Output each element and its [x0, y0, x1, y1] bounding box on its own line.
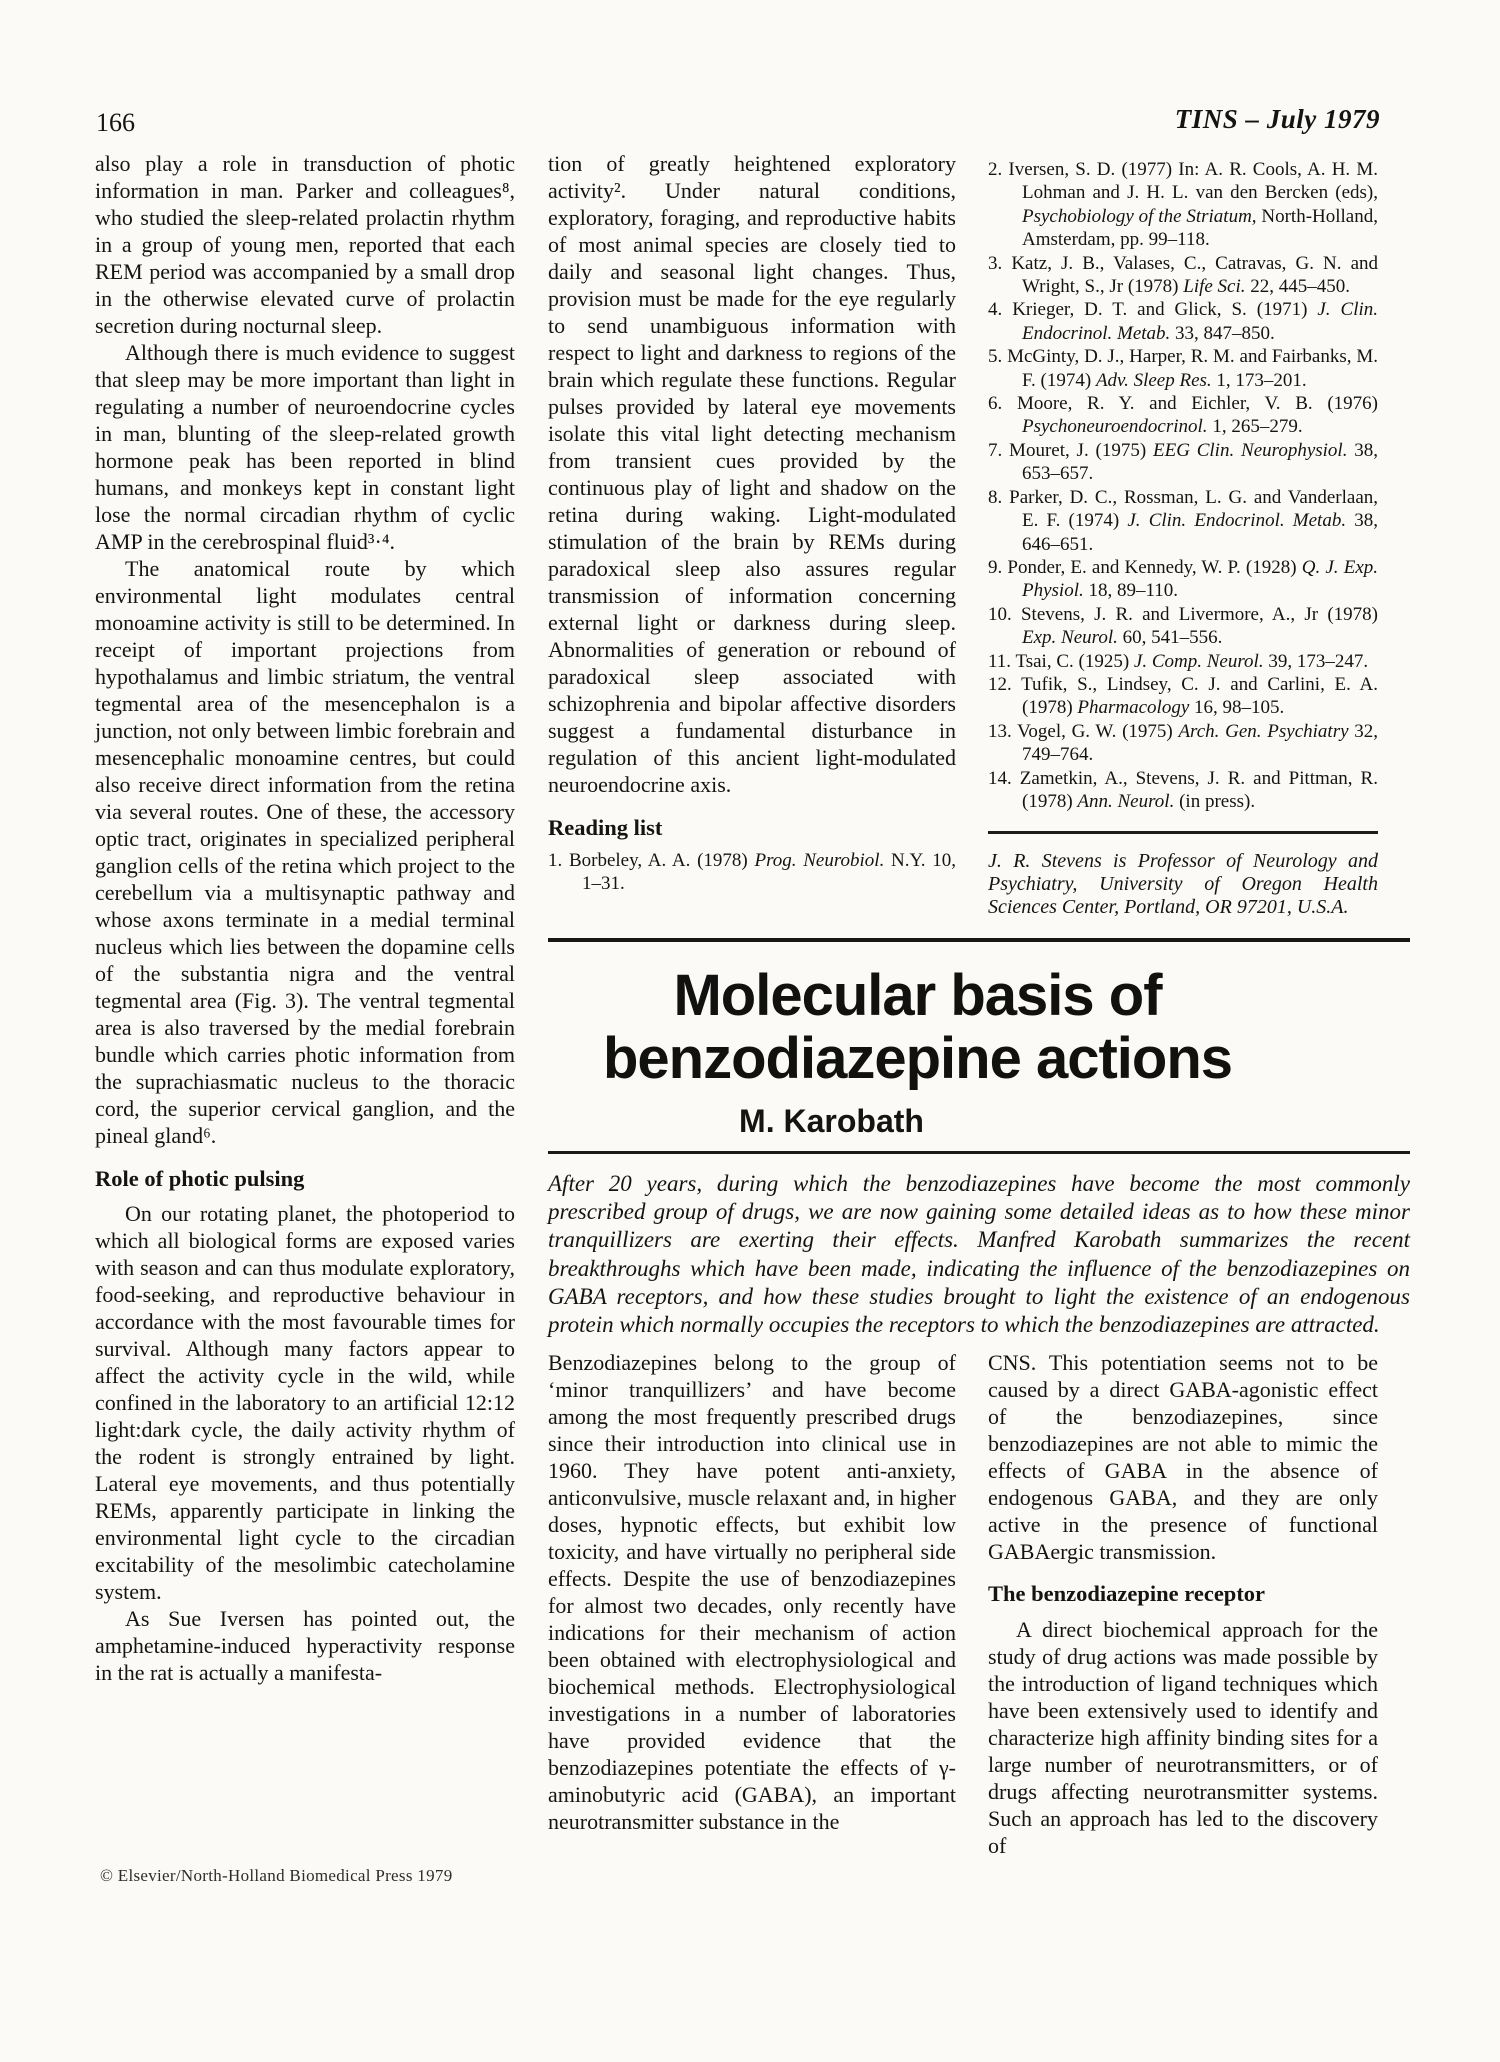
- reference-item: [988, 345, 1378, 392]
- reference-item: [988, 650, 1378, 673]
- article1-column-2: [548, 150, 956, 896]
- reference-journal-italic: Psychobiology of the Striatum: [1022, 205, 1252, 227]
- copyright-notice: © Elsevier/North-Holland Biomedical Press 1979: [100, 1866, 453, 1885]
- article-abstract: After 20 years, during which the benzodiazepines have become the most commonly prescribed group of drugs, we are now gaining some detailed ideas as to how these minor tranquillizers are exerting their effects. Manfred Karobath summarizes the recent breakthroughs which have been made, indicating the influence of the benzodiazepines on GABA receptors, and how these studies brought to light the existence of an endogenous protein which normally occupies the receptors to which the benzodiazepines are attracted.: [548, 1171, 1410, 1338]
- reference-journal-italic: Arch. Gen. Psychiatry: [1178, 720, 1349, 742]
- article2-body: [548, 1349, 1410, 1859]
- section-heading: The benzodiazepine receptor: [988, 1581, 1266, 1607]
- reference-journal-italic: J. Clin. Endocrinol. Metab.: [1022, 299, 1378, 344]
- reference-text: 1, 265–279.: [1207, 416, 1303, 438]
- reference-item: [988, 720, 1378, 767]
- reference-text: 38, 653–657.: [1022, 439, 1379, 485]
- reference-item: [988, 298, 1378, 345]
- paragraph: As Sue Iversen has pointed out, the amphetamine-induced hyperactivity response in the rat is actually a manifesta-: [95, 1606, 515, 1685]
- reference-text: 18, 89–110.: [1083, 580, 1179, 602]
- reference-list: [988, 158, 1378, 813]
- paragraph: A direct biochemical approach for the study of drug actions was made possible by the introduction of ligand techniques which have been extensively used to identify and characterize high affinity binding sites for a large number of neurotransmitters, or of drugs affecting neurotransmitter systems. Such an approach has led to the discovery of: [988, 1617, 1378, 1859]
- reference-text: 13. Vogel, G. W. (1975): [988, 720, 1179, 742]
- reference-item: [988, 158, 1378, 252]
- reference-journal-italic: EEG Clin. Neurophysiol.: [1152, 439, 1348, 461]
- reference-text: 6. Moore, R. Y. and Eichler, V. B. (1976): [988, 393, 1378, 415]
- paragraph: also play a role in transduction of photic information in man. Parker and colleagues⁸, who studied the sleep-related prolactin rhythm in a group of young men, reported that each REM period was accompanied by a small drop in the otherwise elevated curve of prolactin secretion during nocturnal sleep.: [95, 151, 515, 338]
- article-title: [425, 964, 1410, 1090]
- paragraph: Although there is much evidence to suggest that sleep may be more important than light in regulating a number of neuroendocrine cycles in man, blunting of the sleep-related growth hormone peak has been reported in blind humans, and monkeys kept in constant light lose the normal circadian rhythm of cyclic AMP in the cerebrospinal fluid³·⁴.: [95, 340, 515, 554]
- reference-item: [988, 486, 1378, 556]
- article-title-line1: Molecular basis of: [673, 963, 1162, 1028]
- reference-text: 9. Ponder, E. and Kennedy, W. P. (1928): [988, 556, 1302, 578]
- reference-text: 14. Zametkin, A., Stevens, J. R. and Pittman, R. (1978): [988, 767, 1378, 812]
- article2-column-right: [988, 1349, 1378, 1859]
- divider-rule: [548, 1151, 1410, 1154]
- reference-text: 8. Parker, D. C., Rossman, L. G. and Vanderlaan, E. F. (1974): [988, 486, 1378, 532]
- section-heading: Reading list: [548, 815, 663, 840]
- section-heading: Role of photic pulsing: [95, 1166, 305, 1191]
- reference-item: [988, 603, 1378, 650]
- reference-item: [988, 556, 1378, 603]
- divider-rule: [988, 831, 1378, 834]
- reference-item: [988, 673, 1378, 720]
- reference-text: 3. Katz, J. B., Valases, C., Catravas, G. N. and Wright, S., Jr (1978): [988, 252, 1378, 298]
- reference-journal-italic: Adv. Sleep Res.: [1095, 369, 1212, 391]
- paragraph: The anatomical route by which environmental light modulates central monoamine activity is still to be determined. In receipt of important projections from hypothalamus and limbic striatum, the ventral tegmental area of the mesencephalon is a junction, not only between limbic forebrain and mesencephalic monoamine centres, but could also receive direct information from the retina via several routes. One of these, the accessory optic tract, originates in specialized peripheral ganglion cells of the retina which project to the cerebellum via a multisynaptic pathway and whose axons terminate in a medial terminal nucleus which lies between the dopamine cells of the substantia nigra and the ventral tegmental area (Fig. 3). The ventral tegmental area is also traversed by the medial forebrain bundle which carries photic information from the suprachiasmatic nucleus to the thoracic cord, the superior cervical ganglion, and the pineal gland⁶.: [95, 556, 515, 1148]
- reference-text: 4. Krieger, D. T. and Glick, S. (1971): [988, 299, 1318, 321]
- reference-text: 22, 445–450.: [1245, 276, 1351, 298]
- reference-item: [988, 252, 1378, 299]
- reference-text: 11. Tsai, C. (1925): [988, 650, 1134, 672]
- section-divider-rule: [548, 938, 1410, 942]
- reference-text: 1. Borbeley, A. A. (1978): [548, 850, 755, 871]
- reference-text: 16, 98–105.: [1189, 697, 1285, 719]
- article1-column-3: [988, 158, 1378, 919]
- reference-text: 39, 173–247.: [1263, 650, 1369, 672]
- reference-text: (in press).: [1174, 790, 1256, 812]
- reference-text: , North-Holland, Amsterdam, pp. 99–118.: [1022, 205, 1378, 251]
- article-author: M. Karobath: [739, 1103, 924, 1139]
- reference-item: [988, 767, 1378, 814]
- reference-text: 33, 847–850.: [1170, 322, 1275, 344]
- paragraph: CNS. This potentiation seems not to be caused by a direct GABA-agonistic effect of the benzodiazepines, since benzodiazepines are not able to mimic the effects of GABA in the absence of endogenous GABA, and they are only active in the presence of functional GABAergic transmission.: [988, 1350, 1378, 1565]
- reference-text: 2. Iversen, S. D. (1977) In: A. R. Cools, A. H. M. Lohman and J. H. L. van den Bercken (eds),: [988, 159, 1378, 204]
- reference-text: N.Y. 10, 1–31.: [582, 850, 956, 895]
- article-title-line2: benzodiazepine actions: [603, 1026, 1232, 1091]
- reference-item: [548, 849, 956, 896]
- page-number: 166: [96, 108, 135, 137]
- reference-journal-italic: Q. J. Exp. Physiol.: [1022, 556, 1379, 602]
- reference-text: 12. Tufik, S., Lindsey, C. J. and Carlini, E. A. (1978): [988, 673, 1378, 719]
- paragraph: On our rotating planet, the photoperiod to which all biological forms are exposed varies with season and can thus modulate exploratory, food-seeking, and reproductive behaviour in accordance with the most favourable times for survival. Although many factors appear to affect the activity cycle in the wild, while confined in the laboratory to an artificial 12:12 light:dark cycle, the daily activity rhythm of the rodent is strongly entrained by light. Lateral eye movements, and thus potentially REMs, apparently participate in linking the environmental light cycle to the circadian excitability of the mesolimbic catecholamine system.: [95, 1201, 515, 1604]
- reference-item: [988, 439, 1378, 486]
- journal-header: TINS – July 1979: [1174, 104, 1380, 134]
- reference-journal-italic: Pharmacology: [1077, 697, 1190, 719]
- reference-text: 32, 749–764.: [1022, 720, 1378, 766]
- reference-journal-italic: Exp. Neurol.: [1022, 627, 1118, 649]
- reference-text: 5. McGinty, D. J., Harper, R. M. and Fairbanks, M. F. (1974): [988, 346, 1378, 391]
- paragraph: tion of greatly heightened exploratory activity². Under natural conditions, exploratory, foraging, and reproductive habits of most animal species are closely tied to daily and seasonal light changes. Thus, provision must be made for the eye regularly to send unambiguous information with respect to light and darkness to regions of the brain which regulate these functions. Regular pulses provided by lateral eye movements isolate this vital light detecting mechanism from transient cues provided by the continuous play of light and shadow on the retina during waking. Light-modulated stimulation of the brain by REMs during paradoxical sleep also assures regular transmission of information concerning external light or darkness during sleep. Abnormalities of generation or rebound of paradoxical sleep associated with schizophrenia and bipolar affective disorders suggest a fundamental disturbance in regulation of this ancient light-modulated neuroendocrine axis.: [548, 151, 956, 797]
- reference-text: 7. Mouret, J. (1975): [988, 439, 1153, 461]
- reference-journal-italic: Psychoneuroendocrinol.: [1022, 416, 1208, 438]
- reference-text: 1, 173–201.: [1211, 369, 1307, 391]
- reference-journal-italic: Life Sci.: [1183, 276, 1246, 298]
- paragraph: Benzodiazepines belong to the group of ‘minor tranquillizers’ and have become among the most frequently prescribed drugs since their introduction into clinical use in 1960. They have potent anti-anxiety, anticonvulsive, muscle relaxant and, in higher doses, hypnotic effects, but exhibit low toxicity, and have virtually no peripheral side effects. Despite the use of benzodiazepines for almost two decades, only recently have indications for their mechanism of action been obtained with electrophysiological and biochemical methods. Electrophysiological investigations in a number of laboratories have provided evidence that the benzodiazepines potentiate the effects of γ-aminobutyric acid (GABA), an important neurotransmitter substance in the: [548, 1350, 956, 1835]
- reference-item: [988, 392, 1378, 439]
- reference-journal-italic: J. Clin. Endocrinol. Metab.: [1127, 510, 1347, 532]
- reference-text: 60, 541–556.: [1117, 627, 1223, 649]
- article2-column-left: [548, 1349, 956, 1859]
- reference-text: 38, 646–651.: [1022, 510, 1379, 555]
- reference-journal-italic: J. Comp. Neurol.: [1133, 650, 1264, 672]
- article2: [425, 958, 1410, 1859]
- reference-journal-italic: Ann. Neurol.: [1077, 790, 1175, 812]
- reference-text: 10. Stevens, J. R. and Livermore, A., Jr (1978): [988, 603, 1378, 625]
- reference-journal-italic: Prog. Neurobiol.: [754, 850, 885, 871]
- reading-list: [548, 849, 956, 896]
- author-affiliation: J. R. Stevens is Professor of Neurology and Psychiatry, University of Oregon Health Sciences Center, Portland, OR 97201, U.S.A.: [988, 850, 1378, 919]
